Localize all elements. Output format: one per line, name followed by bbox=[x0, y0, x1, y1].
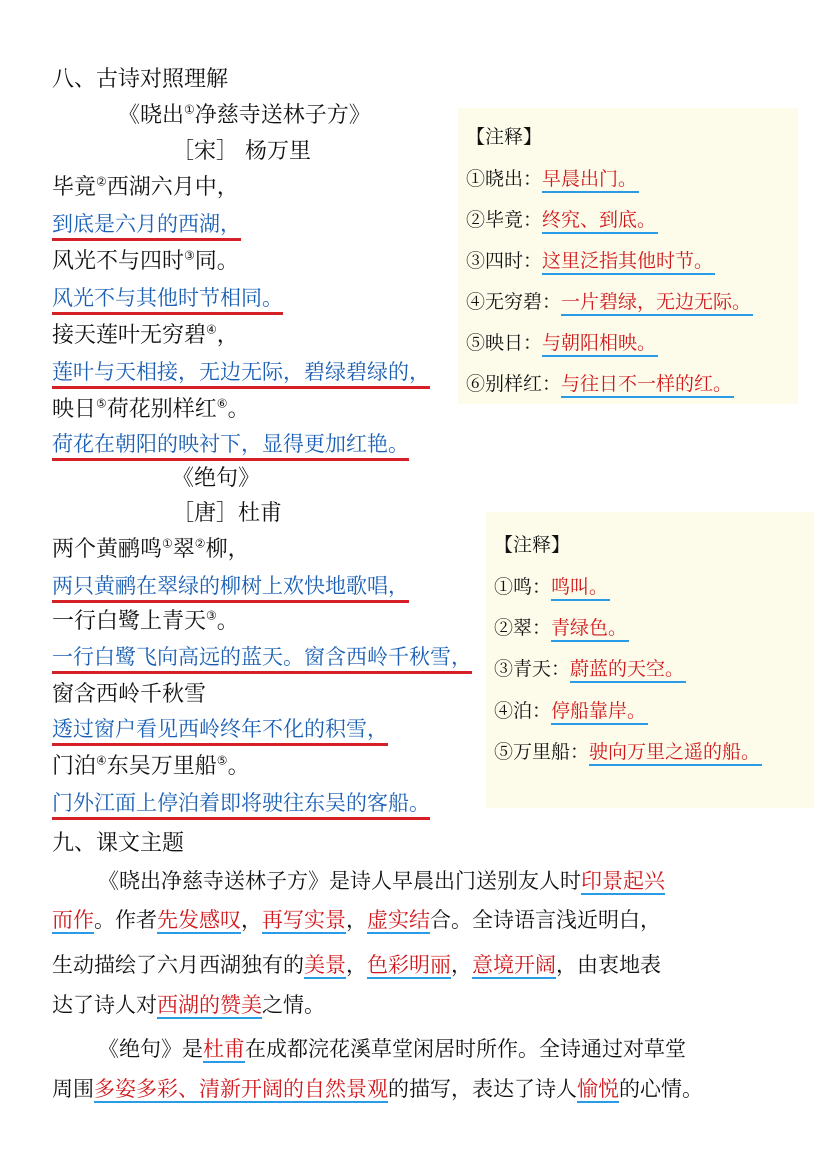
theme-paragraph-2-line-2: 周围多姿多彩、清新开阔的自然景观的描写，表达了诗人愉悦的心情。 bbox=[52, 1077, 703, 1101]
note-item: ①晓出：早晨出门。 bbox=[466, 164, 639, 191]
poem2-line-4: 门泊④东吴万里船⑤。 bbox=[52, 753, 250, 779]
theme-paragraph-1-line-2: 而作。作者先发感叹，再写实景，虚实结合。全诗语言浅近明白， bbox=[52, 908, 661, 932]
notes-header: 【注释】 bbox=[466, 126, 543, 148]
notes-header: 【注释】 bbox=[494, 534, 571, 556]
note-item: ⑤万里船：驶向万里之遥的船。 bbox=[494, 737, 762, 764]
poem2-line-2: 一行白鹭上青天③。 bbox=[52, 608, 239, 634]
note-item: ⑤映日：与朝阳相映。 bbox=[466, 328, 658, 355]
poem2-line-1: 两个黄鹂鸣①翠②柳， bbox=[52, 536, 250, 562]
note-item: ③四时：这里泛指其他时节。 bbox=[466, 246, 715, 273]
poem2-line-3: 窗含西岭千秋雪 bbox=[52, 682, 207, 707]
poem1-line-1: 毕竟②西湖六月中， bbox=[52, 174, 239, 200]
theme-paragraph-2-line-1: 《绝句》是杜甫在成都浣花溪草堂闲居时所作。全诗通过对草堂 bbox=[98, 1037, 686, 1061]
note-item: ③青天：蔚蓝的天空。 bbox=[494, 654, 686, 681]
note-item: ④无穷碧：一片碧绿，无边无际。 bbox=[466, 287, 753, 314]
poem2-author: ［唐］杜甫 bbox=[172, 501, 283, 526]
section-heading-9: 九、课文主题 bbox=[52, 831, 185, 856]
section-heading-8: 八、古诗对照理解 bbox=[52, 67, 229, 92]
theme-paragraph-1-line-3: 生动描绘了六月西湖独有的美景，色彩明丽，意境开阔，由衷地表 bbox=[52, 953, 661, 977]
poem1-translation-1: 到底是六月的西湖， bbox=[52, 208, 241, 238]
note-item: ②毕竟：终究、到底。 bbox=[466, 205, 658, 232]
poem2-translation-4: 门外江面上停泊着即将驶往东吴的客船。 bbox=[52, 787, 430, 817]
poem1-line-3: 接天莲叶无穷碧④， bbox=[52, 322, 239, 348]
theme-paragraph-1-line-1: 《晓出净慈寺送林子方》是诗人早晨出门送别友人时印景起兴 bbox=[98, 869, 665, 893]
poem2-title: 《绝句》 bbox=[172, 466, 261, 491]
note-item: ⑥别样红：与往日不一样的红。 bbox=[466, 369, 734, 396]
notes-box-2 bbox=[486, 512, 814, 808]
poem2-translation-2: 一行白鹭飞向高远的蓝天。窗含西岭千秋雪， bbox=[52, 641, 472, 671]
poem2-translation-3: 透过窗户看见西岭终年不化的积雪， bbox=[52, 713, 388, 743]
poem1-translation-2: 风光不与其他时节相同。 bbox=[52, 282, 283, 312]
note-item: ①鸣：鸣叫。 bbox=[494, 572, 610, 599]
note-item: ④泊：停船靠岸。 bbox=[494, 696, 648, 723]
poem1-line-2: 风光不与四时③同。 bbox=[52, 248, 239, 274]
poem1-author: ［宋］ 杨万里 bbox=[172, 139, 311, 164]
theme-paragraph-1-line-4: 达了诗人对西湖的赞美之情。 bbox=[52, 993, 325, 1017]
poem1-title: 《晓出①净慈寺送林子方》 bbox=[118, 102, 371, 128]
notes-box-1 bbox=[458, 108, 798, 404]
note-item: ②翠：青绿色。 bbox=[494, 613, 629, 640]
poem1-line-4: 映日⑤荷花别样红⑥。 bbox=[52, 396, 250, 422]
poem1-translation-3: 莲叶与天相接，无边无际，碧绿碧绿的， bbox=[52, 356, 430, 386]
poem1-translation-4: 荷花在朝阳的映衬下，显得更加红艳。 bbox=[52, 428, 409, 458]
poem2-translation-1: 两只黄鹂在翠绿的柳树上欢快地歌唱， bbox=[52, 570, 409, 600]
